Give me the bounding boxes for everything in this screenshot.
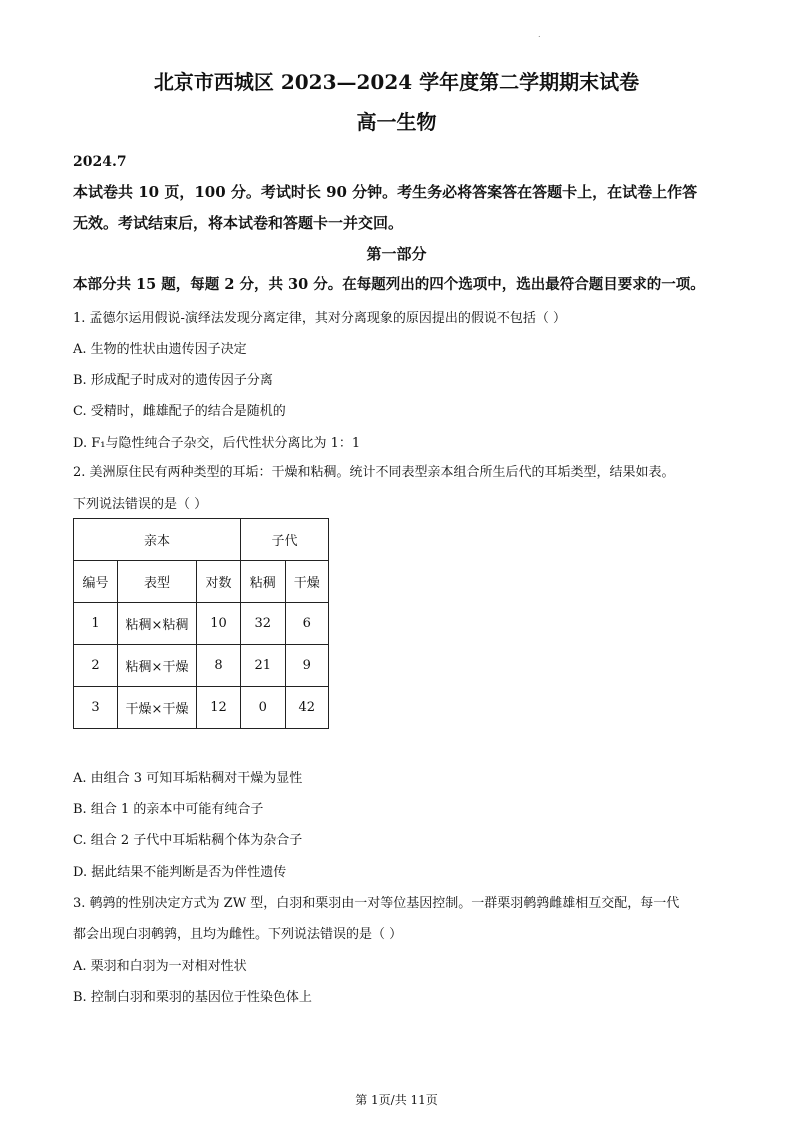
table-cell: 9 — [285, 645, 329, 687]
table-group-child: 子代 — [241, 519, 329, 561]
question-3-option-b: B. 控制白羽和栗羽的基因位于性染色体上 — [73, 990, 312, 1005]
part-title: 第一部分 — [366, 245, 427, 263]
question-3-option-a: A. 栗羽和白羽为一对相对性状 — [73, 959, 247, 974]
table-header-cell: 粘稠 — [241, 561, 286, 603]
table-header-cell: 干燥 — [285, 561, 329, 603]
table-cell: 0 — [241, 687, 286, 729]
table-cell: 6 — [285, 603, 329, 645]
question-1-stem: 1. 孟德尔运用假说-演绎法发现分离定律，其对分离现象的原因提出的假说不包括（ ） — [73, 311, 567, 326]
table-cell: 10 — [197, 603, 241, 645]
corner-mark: . — [538, 30, 541, 39]
exam-title: 北京市西城区 2023—2024 学年度第二学期期末试卷 — [153, 70, 640, 94]
table-group-parent: 亲本 — [74, 519, 241, 561]
table-cell: 42 — [285, 687, 329, 729]
table-cell: 21 — [241, 645, 286, 687]
table-cell: 32 — [241, 603, 286, 645]
table-row — [74, 687, 329, 729]
question-2-option-d: D. 据此结果不能判断是否为伴性遗传 — [73, 865, 287, 880]
question-2-option-a: A. 由组合 3 可知耳垢粘稠对干燥为显性 — [73, 771, 303, 786]
question-2-stem-line-2: 下列说法错误的是（ ） — [73, 497, 208, 512]
question-1-option-c: C. 受精时，雌雄配子的结合是随机的 — [73, 404, 286, 419]
data-table — [73, 518, 329, 729]
question-2-option-c: C. 组合 2 子代中耳垢粘稠个体为杂合子 — [73, 833, 303, 848]
question-1-option-a: A. 生物的性状由遗传因子决定 — [73, 342, 247, 357]
question-1-option-b: B. 形成配子时成对的遗传因子分离 — [73, 373, 273, 388]
question-2-stem-line-1: 2. 美洲原住民有两种类型的耳垢：干燥和粘稠。统计不同表型亲本组合所生后代的耳垢类型，结果如表。 — [73, 465, 675, 480]
part-description: 本部分共 15 题，每题 2 分，共 30 分。在每题列出的四个选项中，选出最符合题目要求的一项。 — [73, 276, 705, 293]
table-header-cell: 对数 — [197, 561, 241, 603]
table-header-row — [74, 561, 329, 603]
question-1-option-d: D. F₁与隐性纯合子杂交，后代性状分离比为 1：1 — [73, 436, 361, 451]
table-header-cell: 编号 — [74, 561, 118, 603]
table-row — [74, 645, 329, 687]
page-footer: 第 1页/共 11页 — [355, 1093, 438, 1107]
instructions-line-1: 本试卷共 10 页，100 分。考试时长 90 分钟。考生务必将答案答在答题卡上，在试卷上作答 — [73, 183, 698, 201]
table-cell: 粘稠×粘稠 — [118, 603, 197, 645]
table-cell: 粘稠×干燥 — [118, 645, 197, 687]
exam-date: 2024.7 — [73, 154, 127, 170]
table-cell: 3 — [74, 687, 118, 729]
table-cell: 1 — [74, 603, 118, 645]
question-3-stem-line-1: 3. 鹌鹑的性别决定方式为 ZW 型，白羽和栗羽由一对等位基因控制。一群栗羽鹌鹑雌雄相互交配，每一代 — [73, 896, 680, 911]
table-cell: 12 — [197, 687, 241, 729]
question-3-stem-line-2: 都会出现白羽鹌鹑，且均为雌性。下列说法错误的是（ ） — [73, 927, 403, 942]
instructions-line-2: 无效。考试结束后，将本试卷和答题卡一并交回。 — [73, 214, 404, 232]
question-2-option-b: B. 组合 1 的亲本中可能有纯合子 — [73, 802, 264, 817]
exam-subject: 高一生物 — [356, 110, 437, 134]
table-cell: 干燥×干燥 — [118, 687, 197, 729]
table-header-cell: 表型 — [118, 561, 197, 603]
table-row — [74, 603, 329, 645]
table-cell: 8 — [197, 645, 241, 687]
table-group-header-row — [74, 519, 329, 561]
table-cell: 2 — [74, 645, 118, 687]
